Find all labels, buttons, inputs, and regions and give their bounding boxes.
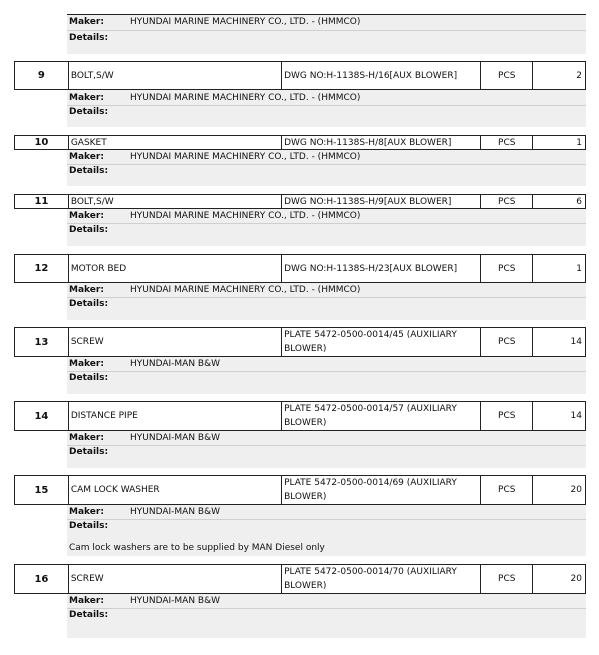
separator xyxy=(67,297,586,298)
item-unit: PCS xyxy=(481,402,533,430)
item-reference: PLATE 5472-0500-0014/57 (AUXILIARY BLOWER) xyxy=(282,402,481,430)
maker-value: HYUNDAI MARINE MACHINERY CO., LTD. - (HMMCO) xyxy=(130,17,361,27)
item-reference: DWG NO:H-1138S-H/9[AUX BLOWER] xyxy=(282,195,481,208)
maker-label: Maker: xyxy=(69,596,104,606)
details-label: Details: xyxy=(69,33,109,43)
item-number: 15 xyxy=(15,476,69,504)
details-label: Details: xyxy=(69,373,109,383)
maker-label: Maker: xyxy=(69,211,104,221)
item-reference: PLATE 5472-0500-0014/70 (AUXILIARY BLOWER) xyxy=(282,565,481,593)
item-reference: PLATE 5472-0500-0014/45 (AUXILIARY BLOWER) xyxy=(282,328,481,356)
top-border xyxy=(67,14,586,15)
separator xyxy=(67,519,586,520)
maker-value: HYUNDAI-MAN B&W xyxy=(130,433,221,443)
item-row-11 xyxy=(14,194,586,209)
separator xyxy=(67,164,586,165)
separator xyxy=(67,371,586,372)
item-reference: DWG NO:H-1138S-H/8[AUX BLOWER] xyxy=(282,136,481,149)
separator xyxy=(67,105,586,106)
maker-label: Maker: xyxy=(69,17,104,27)
maker-label: Maker: xyxy=(69,507,104,517)
item-reference: DWG NO:H-1138S-H/16[AUX BLOWER] xyxy=(282,62,481,89)
item-quantity: 14 xyxy=(570,337,582,347)
details-label: Details: xyxy=(69,447,109,457)
item-row-15 xyxy=(14,475,586,505)
details-label: Details: xyxy=(69,610,109,620)
item-description: DISTANCE PIPE xyxy=(69,402,282,430)
maker-value: HYUNDAI-MAN B&W xyxy=(130,596,221,606)
item-number: 14 xyxy=(15,402,69,430)
item-description: BOLT,S/W xyxy=(69,62,282,89)
item-quantity: 14 xyxy=(570,411,582,421)
separator xyxy=(67,30,586,31)
item-row-12 xyxy=(14,254,586,283)
maker-label: Maker: xyxy=(69,93,104,103)
separator xyxy=(67,223,586,224)
item-description: MOTOR BED xyxy=(69,255,282,282)
maker-value: HYUNDAI MARINE MACHINERY CO., LTD. - (HMMCO) xyxy=(130,152,361,162)
item-row-10 xyxy=(14,135,586,150)
item-number: 9 xyxy=(15,62,69,89)
item-row-16 xyxy=(14,564,586,594)
maker-label: Maker: xyxy=(69,285,104,295)
details-label: Details: xyxy=(69,166,109,176)
maker-label: Maker: xyxy=(69,359,104,369)
item-quantity: 20 xyxy=(570,574,582,584)
maker-value: HYUNDAI MARINE MACHINERY CO., LTD. - (HMMCO) xyxy=(130,211,361,221)
maker-value: HYUNDAI MARINE MACHINERY CO., LTD. - (HMMCO) xyxy=(130,93,361,103)
maker-label: Maker: xyxy=(69,433,104,443)
item-number: 16 xyxy=(15,565,69,593)
details-label: Details: xyxy=(69,299,109,309)
item-unit: PCS xyxy=(481,136,533,149)
details-label: Details: xyxy=(69,225,109,235)
details-label: Details: xyxy=(69,107,109,117)
item-unit: PCS xyxy=(481,255,533,282)
item-unit: PCS xyxy=(481,62,533,89)
maker-label: Maker: xyxy=(69,152,104,162)
item-unit: PCS xyxy=(481,565,533,593)
item-quantity: 2 xyxy=(576,70,582,81)
item-note: Cam lock washers are to be supplied by MAN Diesel only xyxy=(69,543,325,553)
item-reference: DWG NO:H-1138S-H/23[AUX BLOWER] xyxy=(282,255,481,282)
item-description: CAM LOCK WASHER xyxy=(69,476,282,504)
maker-value: HYUNDAI-MAN B&W xyxy=(130,359,221,369)
item-description: SCREW xyxy=(69,328,282,356)
item-unit: PCS xyxy=(481,476,533,504)
item-quantity: 6 xyxy=(576,196,582,207)
item-row-9 xyxy=(14,61,586,90)
maker-value: HYUNDAI-MAN B&W xyxy=(130,507,221,517)
item-quantity: 1 xyxy=(576,137,582,148)
item-unit: PCS xyxy=(481,328,533,356)
item-reference: PLATE 5472-0500-0014/69 (AUXILIARY BLOWER) xyxy=(282,476,481,504)
item-row-13 xyxy=(14,327,586,357)
details-label: Details: xyxy=(69,521,109,531)
separator xyxy=(67,445,586,446)
item-quantity: 1 xyxy=(576,263,582,274)
item-unit: PCS xyxy=(481,195,533,208)
item-number: 11 xyxy=(15,195,69,208)
item-number: 13 xyxy=(15,328,69,356)
item-description: BOLT,S/W xyxy=(69,195,282,208)
item-number: 10 xyxy=(15,136,69,149)
maker-value: HYUNDAI MARINE MACHINERY CO., LTD. - (HMMCO) xyxy=(130,285,361,295)
item-quantity: 20 xyxy=(570,485,582,495)
item-description: GASKET xyxy=(69,136,282,149)
separator xyxy=(67,608,586,609)
item-row-14 xyxy=(14,401,586,431)
item-description: SCREW xyxy=(69,565,282,593)
item-number: 12 xyxy=(15,255,69,282)
